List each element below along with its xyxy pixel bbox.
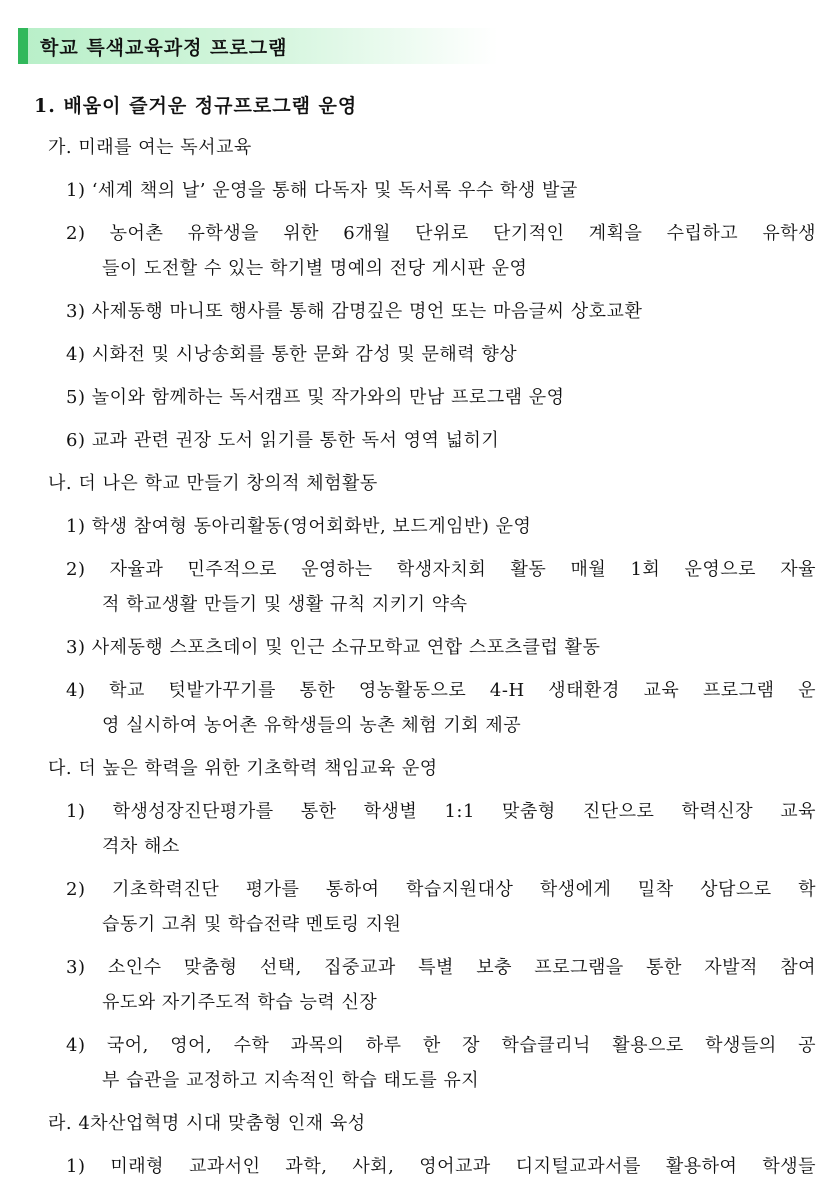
list-item: 3) 소인수 맞춤형 선택, 집중교과 특별 보충 프로그램을 통한 자발적 참여 [66, 957, 816, 978]
section-title: 1. 배움이 즐거운 정규프로그램 운영 [34, 95, 358, 117]
list-item: 2) 농어촌 유학생을 위한 6개월 단위로 단기적인 계획을 수립하고 유학생 [66, 223, 816, 244]
list-item-continuation: 영 실시하여 농어촌 유학생들의 농촌 체험 기회 제공 [102, 715, 522, 736]
list-item: 1) 학생성장진단평가를 통한 학생별 1:1 맞춤형 진단으로 학력신장 교육 [66, 801, 816, 822]
subsection-heading-da: 다. 더 높은 학력을 위한 기초학력 책임교육 운영 [48, 758, 438, 779]
list-item: 2) 자율과 민주적으로 운영하는 학생자치회 활동 매월 1회 운영으로 자율 [66, 559, 816, 580]
subsection-heading-ra: 라. 4차산업혁명 시대 맞춤형 인재 육성 [48, 1113, 366, 1134]
list-item-continuation: 부 습관을 교정하고 지속적인 학습 태도를 유지 [102, 1070, 480, 1091]
list-item-continuation: 습동기 고취 및 학습전략 멘토링 지원 [102, 914, 402, 935]
list-item: 2) 기초학력진단 평가를 통하여 학습지원대상 학생에게 밀착 상담으로 학 [66, 879, 816, 900]
page-title: 학교 특색교육과정 프로그램 [40, 37, 288, 59]
list-item: 1) 미래형 교과서인 과학, 사회, 영어교과 디지털교과서를 활용하여 학생들 [66, 1156, 816, 1177]
list-item: 1) 학생 참여형 동아리활동(영어회화반, 보드게임반) 운영 [66, 516, 532, 537]
list-item-continuation: 적 학교생활 만들기 및 생활 규칙 지키기 약속 [102, 594, 468, 615]
list-item: 4) 국어, 영어, 수학 과목의 하루 한 장 학습클리닉 활용으로 학생들의 공 [66, 1035, 816, 1056]
list-item: 6) 교과 관련 권장 도서 읽기를 통한 독서 영역 넓히기 [66, 430, 500, 451]
list-item: 1) ‘세계 책의 날’ 운영을 통해 다독자 및 독서록 우수 학생 발굴 [66, 180, 578, 201]
list-item: 3) 사제동행 스포츠데이 및 인근 소규모학교 연합 스포츠클럽 활동 [66, 637, 601, 658]
list-item: 4) 시화전 및 시낭송회를 통한 문화 감성 및 문해력 향상 [66, 344, 518, 365]
list-item: 3) 사제동행 마니또 행사를 통해 감명깊은 명언 또는 마음글씨 상호교환 [66, 301, 643, 322]
header-accent-bar [18, 28, 28, 64]
list-item: 5) 놀이와 함께하는 독서캠프 및 작가와의 만남 프로그램 운영 [66, 387, 565, 408]
list-item-continuation: 유도와 자기주도적 학습 능력 신장 [102, 992, 378, 1013]
list-item-continuation: 들이 도전할 수 있는 학기별 명예의 전당 게시판 운영 [102, 258, 528, 279]
list-item: 4) 학교 텃밭가꾸기를 통한 영농활동으로 4-H 생태환경 교육 프로그램 운 [66, 680, 816, 701]
subsection-heading-na: 나. 더 나은 학교 만들기 창의적 체험활동 [48, 473, 378, 494]
list-item-continuation: 격차 해소 [102, 836, 180, 857]
subsection-heading-ga: 가. 미래를 여는 독서교육 [48, 137, 252, 158]
